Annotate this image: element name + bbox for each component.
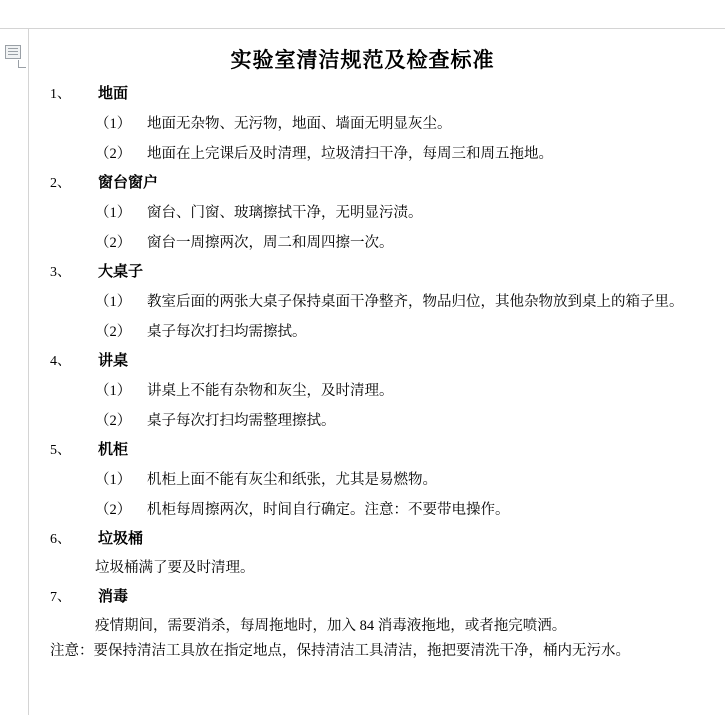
list-item <box>50 495 710 525</box>
list-item-text: 窗台、门窗、玻璃擦拭干净，无明显污渍。 <box>147 205 423 221</box>
list-item-label: （2） <box>95 235 132 251</box>
section-title: 大桌子 <box>98 264 144 280</box>
list-item <box>50 287 710 317</box>
list-item-text: 窗台一周擦两次，周二和周四擦一次。 <box>147 235 394 251</box>
list-item <box>50 139 710 169</box>
list-item <box>50 317 710 347</box>
list-item-text: 地面无杂物、无污物，地面、墙面无明显灰尘。 <box>147 116 452 132</box>
section-4 <box>50 347 710 436</box>
section-paragraph: 疫情期间，需要消杀，每周拖地时，加入 84 消毒液拖地，或者拖完喷洒。 <box>95 618 567 634</box>
section-number: 2、 <box>50 176 71 191</box>
document-footnote: 注意：要保持清洁工具放在指定地点，保持清洁工具清洁，拖把要清洗干净，桶内无污水。 <box>50 643 630 659</box>
section-paragraph: 垃圾桶满了要及时清理。 <box>95 560 255 576</box>
section-7 <box>50 583 710 641</box>
section-heading <box>50 525 710 554</box>
section-title: 地面 <box>98 86 129 102</box>
list-item-text: 教室后面的两张大桌子保持桌面干净整齐，物品归位，其他杂物放到桌上的箱子里。 <box>147 294 684 310</box>
list-item-label: （2） <box>95 413 132 429</box>
list-item-label: （2） <box>95 502 132 518</box>
page-title: 实验室清洁规范及检查标准 <box>230 48 495 72</box>
page-top-border <box>0 28 725 29</box>
list-item-text: 桌子每次打扫均需擦拭。 <box>147 324 307 340</box>
section-1 <box>50 80 710 169</box>
section-number: 1、 <box>50 87 71 102</box>
list-item-text: 桌子每次打扫均需整理擦拭。 <box>147 413 336 429</box>
section-title: 讲桌 <box>98 353 129 369</box>
list-item <box>50 465 710 495</box>
section-6 <box>50 525 710 583</box>
list-item-label: （1） <box>95 116 132 132</box>
section-number: 6、 <box>50 532 71 547</box>
section-number: 5、 <box>50 443 71 458</box>
section-title: 垃圾桶 <box>98 531 144 547</box>
section-heading <box>50 436 710 465</box>
section-number: 7、 <box>50 590 71 605</box>
list-item-text: 机柜每周擦两次，时间自行确定。注意：不要带电操作。 <box>147 502 510 518</box>
page-left-border <box>28 28 29 715</box>
list-item <box>50 109 710 139</box>
section-number: 3、 <box>50 265 71 280</box>
section-heading <box>50 80 710 109</box>
list-item <box>50 376 710 406</box>
section-3 <box>50 258 710 347</box>
section-title: 消毒 <box>98 589 129 605</box>
list-item-text: 讲桌上不能有杂物和灰尘，及时清理。 <box>147 383 394 399</box>
section-heading <box>50 347 710 376</box>
list-item-label: （1） <box>95 205 132 221</box>
section-2 <box>50 169 710 258</box>
list-item-text: 机柜上面不能有灰尘和纸张，尤其是易燃物。 <box>147 472 437 488</box>
list-item-label: （2） <box>95 146 132 162</box>
list-item-label: （1） <box>95 383 132 399</box>
list-item-label: （1） <box>95 472 132 488</box>
section-number: 4、 <box>50 354 71 369</box>
section-heading <box>50 258 710 287</box>
list-item <box>50 406 710 436</box>
section-5 <box>50 436 710 525</box>
section-heading <box>50 169 710 198</box>
list-item-text: 地面在上完课后及时清理，垃圾清扫干净，每周三和周五拖地。 <box>147 146 553 162</box>
section-heading <box>50 583 710 612</box>
section-title: 机柜 <box>98 442 129 458</box>
list-item-label: （1） <box>95 294 132 310</box>
section-title: 窗台窗户 <box>98 175 159 191</box>
list-item <box>50 228 710 258</box>
list-item-label: （2） <box>95 324 132 340</box>
document-body <box>50 80 710 641</box>
list-item <box>50 198 710 228</box>
